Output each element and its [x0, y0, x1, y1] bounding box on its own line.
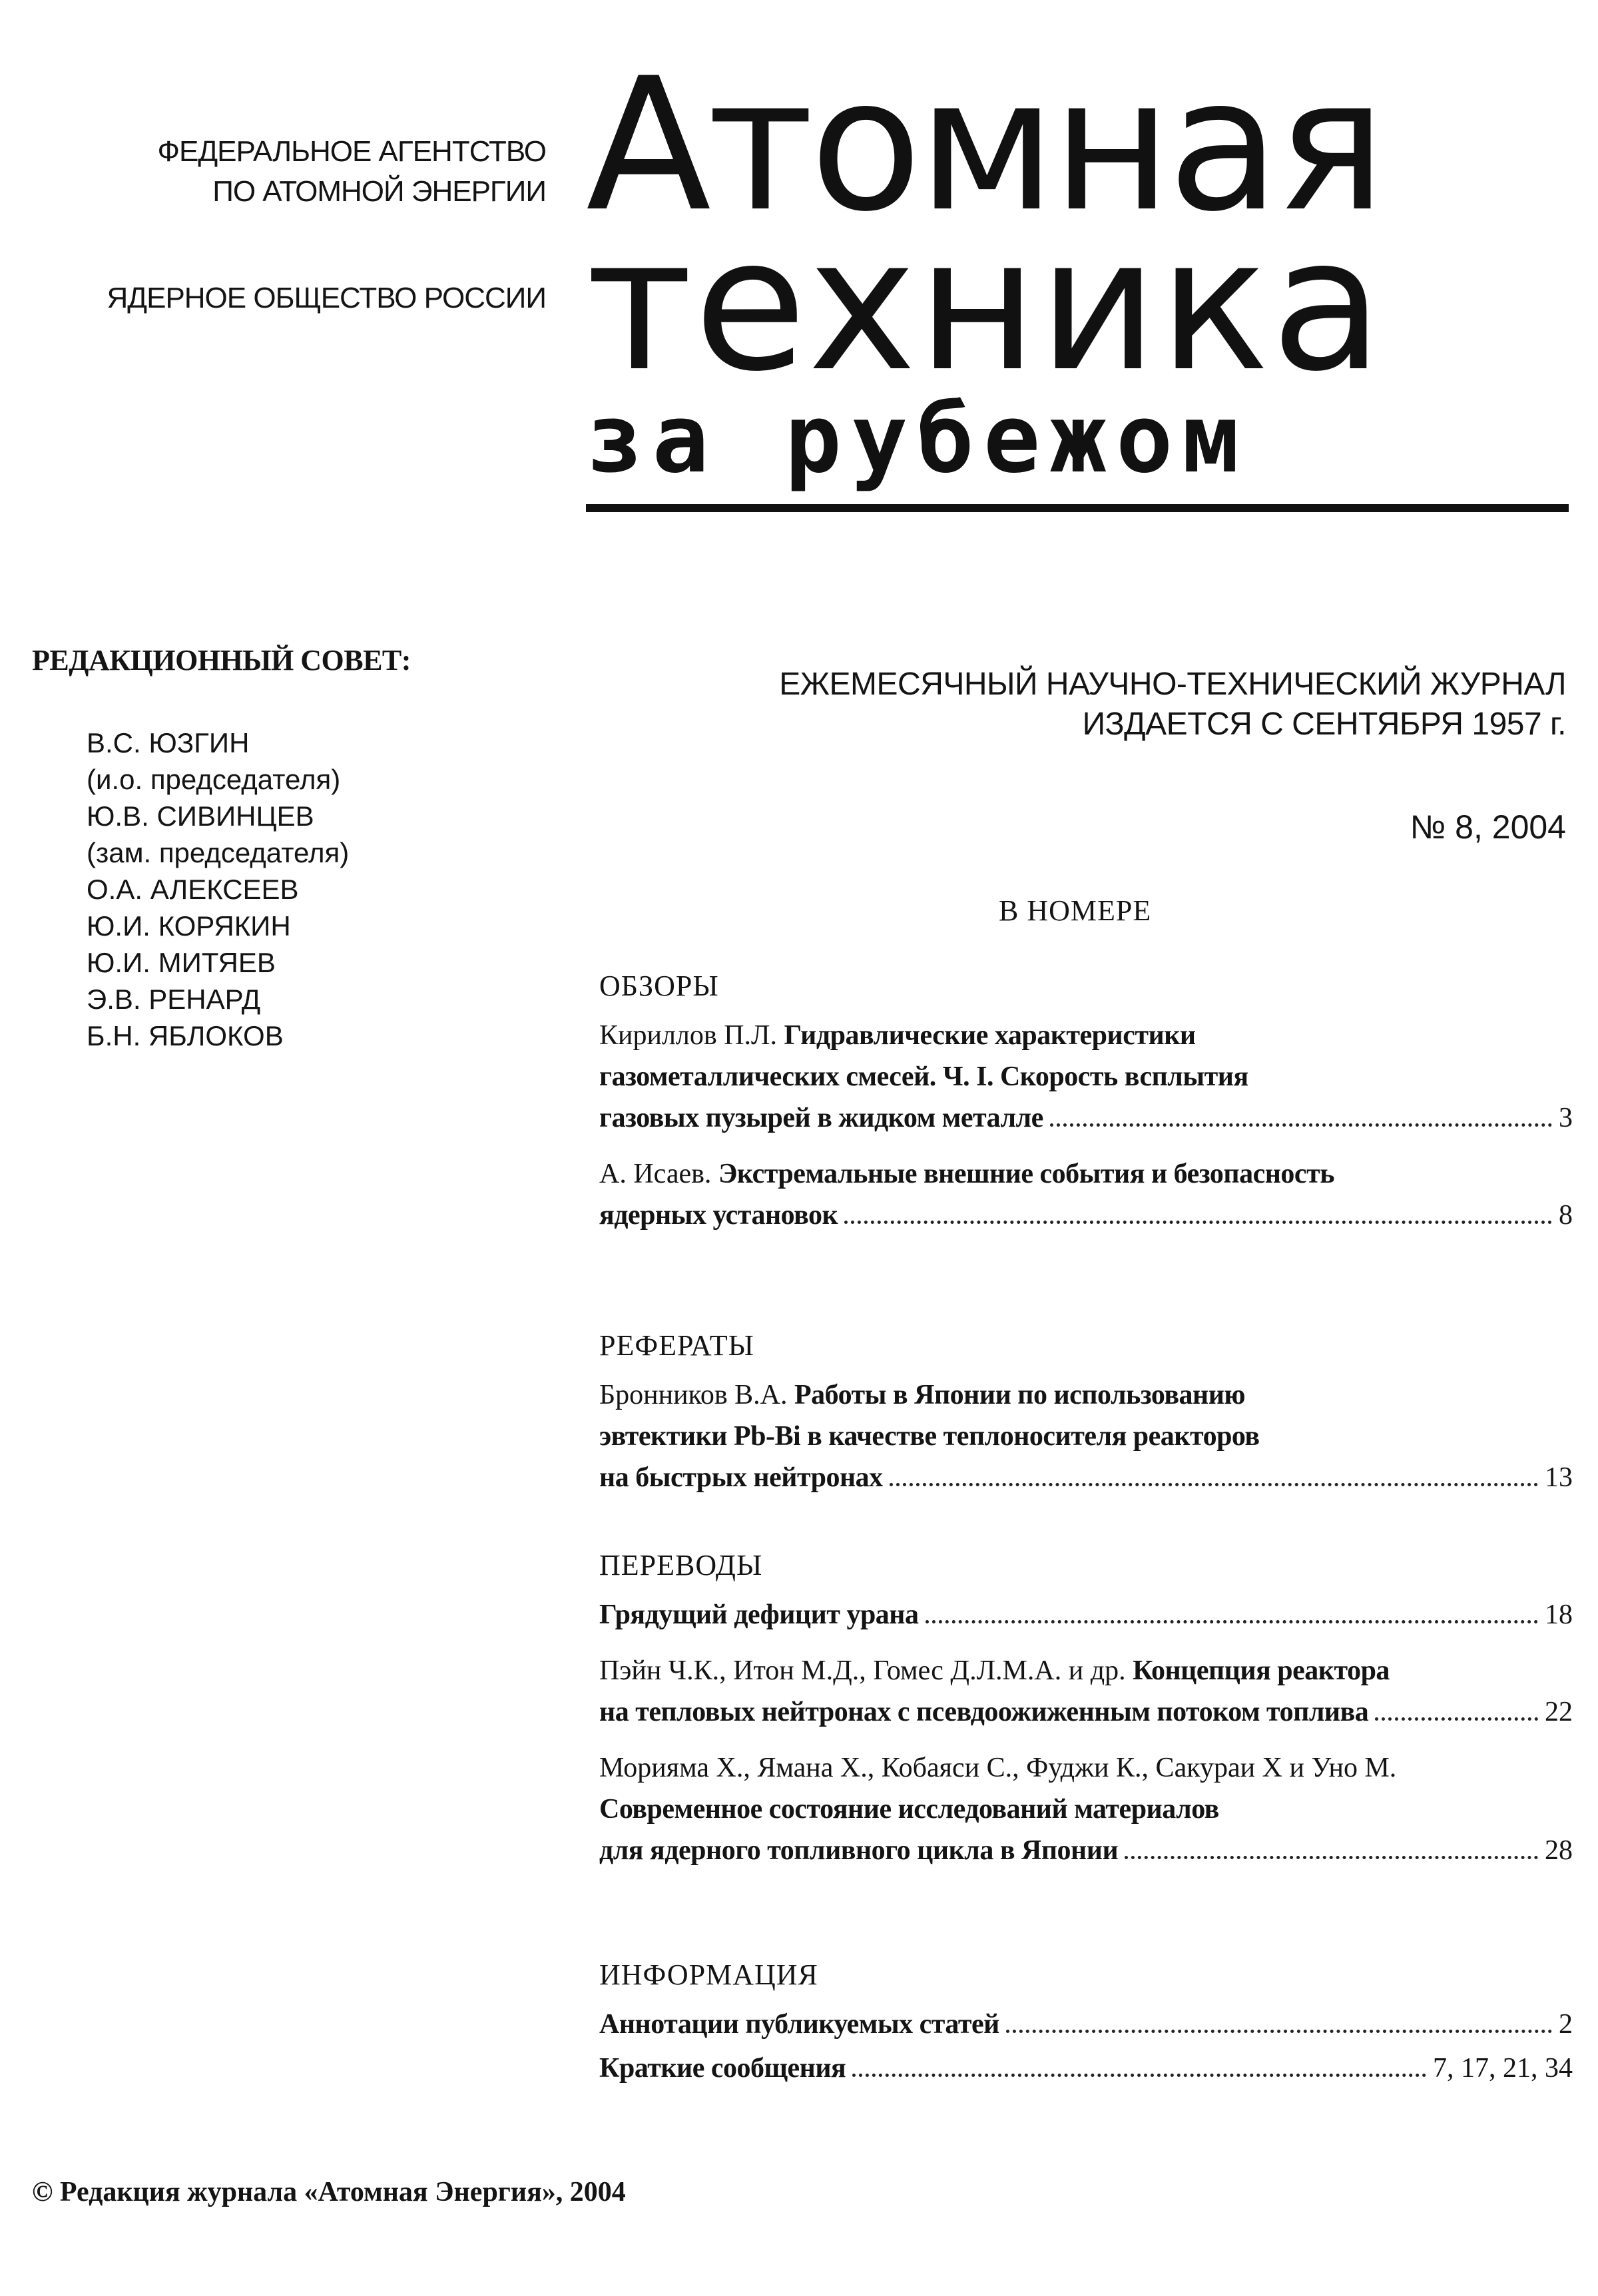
- dot-leader: [1050, 1123, 1552, 1127]
- toc-entry[interactable]: [599, 1015, 1573, 1139]
- dot-leader: [852, 2074, 1426, 2077]
- page-number: 8: [1559, 1200, 1573, 1231]
- entry-title-cont: на тепловых нейтронах с псевдоожиженным потоком топлива: [599, 1697, 1369, 1727]
- section-heading: ПЕРЕВОДЫ: [599, 1549, 763, 1581]
- board-member: Э.В. РЕНАРД: [87, 984, 261, 1015]
- board-member: (зам. председателя): [87, 837, 350, 868]
- toc-section-translations: [599, 1545, 1573, 1871]
- board-members: [87, 724, 349, 1054]
- entry-title: Гидравлические характеристики: [784, 1020, 1196, 1051]
- dot-leader: [926, 1620, 1538, 1623]
- board-member: О.А. АЛЕКСЕЕВ: [87, 874, 299, 905]
- masthead-line2: техника: [586, 198, 1385, 412]
- publisher-society: ЯДЕРНОЕ ОБЩЕСТВО РОССИИ: [107, 282, 546, 314]
- entry-title: Аннотации публикуемых статей: [599, 2009, 999, 2040]
- toc-section-reviews: [599, 966, 1573, 1236]
- toc-entry[interactable]: [599, 1594, 1573, 1635]
- board-member: В.С. ЮЗГИН: [87, 727, 250, 758]
- page-number: 22: [1545, 1697, 1573, 1727]
- section-heading: ОБЗОРЫ: [599, 970, 719, 1002]
- entry-title-cont: ядерных установок: [599, 1200, 838, 1231]
- copyright: © Редакция журнала «Атомная Энергия», 2004: [32, 2177, 626, 2207]
- toc-entry[interactable]: [599, 1650, 1573, 1733]
- page-number: 13: [1545, 1462, 1573, 1493]
- toc-entry[interactable]: [599, 1153, 1573, 1236]
- entry-author: Пэйн Ч.К., Итон М.Д., Гомес Д.Л.М.А. и др.: [599, 1655, 1126, 1686]
- toc-entry[interactable]: [599, 2048, 1573, 2089]
- entry-title-cont: на быстрых нейтронах: [599, 1462, 883, 1493]
- entry-title: Экстремальные внешние события и безопасность: [718, 1159, 1334, 1189]
- entry-title-cont: газовых пузырей в жидком металле: [599, 1103, 1043, 1133]
- entry-title: Грядущий дефицит урана: [599, 1599, 919, 1630]
- entry-title-cont: для ядерного топливного цикла в Японии: [599, 1835, 1119, 1866]
- masthead-line3: за рубежом: [586, 384, 1248, 494]
- entry-author: Бронников В.А.: [599, 1380, 788, 1410]
- board-member: Ю.И. КОРЯКИН: [87, 910, 291, 942]
- board-member: Б.Н. ЯБЛОКОВ: [87, 1020, 284, 1051]
- in-issue-heading: В НОМЕРЕ: [999, 894, 1152, 927]
- dot-leader: [844, 1221, 1552, 1224]
- entry-title: Концепция реактора: [1133, 1655, 1390, 1686]
- toc-entry[interactable]: [599, 1747, 1573, 1871]
- board-member: Ю.И. МИТЯЕВ: [87, 947, 276, 978]
- page-number: 3: [1559, 1103, 1573, 1133]
- section-heading: ИНФОРМАЦИЯ: [599, 1958, 818, 1991]
- board-member: (и.о. председателя): [87, 764, 341, 795]
- dot-leader: [890, 1483, 1538, 1486]
- entry-title: Работы в Японии по использованию: [794, 1380, 1245, 1410]
- entry-author: Кириллов П.Л.: [599, 1020, 778, 1051]
- entry-author: А. Исаев.: [599, 1159, 712, 1189]
- journal-description: [779, 665, 1566, 744]
- dot-leader: [1125, 1856, 1538, 1859]
- entry-title: Современное состояние исследований материалов: [599, 1794, 1219, 1825]
- dot-leader: [1006, 2030, 1552, 2033]
- board-member: Ю.В. СИВИНЦЕВ: [87, 800, 314, 832]
- publisher-agency: [158, 132, 546, 212]
- issue-number: № 8, 2004: [1410, 808, 1566, 846]
- entry-title: Краткие сообщения: [599, 2053, 846, 2084]
- toc-entry[interactable]: [599, 1374, 1573, 1498]
- toc-section-information: [599, 1954, 1573, 2089]
- entry-author: Морияма Х., Ямана Х., Кобаяси С., Фуджи К., Сакураи Х и Уно М.: [599, 1753, 1397, 1783]
- section-heading: РЕФЕРАТЫ: [599, 1329, 754, 1362]
- entry-title-cont: эвтектики Pb-Bi в качестве теплоносителя реакторов: [599, 1421, 1260, 1452]
- journal-line1: ЕЖЕМЕСЯЧНЫЙ НАУЧНО-ТЕХНИЧЕСКИЙ ЖУРНАЛ: [779, 667, 1566, 702]
- masthead-rule: [586, 504, 1569, 512]
- journal-line2: ИЗДАЕТСЯ С СЕНТЯБРЯ 1957 г.: [1082, 707, 1566, 742]
- masthead-line1: Атомная: [586, 39, 1382, 252]
- entry-title-cont: газометаллических смесей. Ч. I. Скорость всплытия: [599, 1061, 1248, 1092]
- publisher-agency-line1: ФЕДЕРАЛЬНОЕ АГЕНТСТВО: [157, 135, 546, 168]
- page-number: 7, 17, 21, 34: [1433, 2053, 1573, 2084]
- dot-leader: [1375, 1717, 1538, 1721]
- page-number: 2: [1559, 2009, 1573, 2040]
- publisher-agency-line2: ПО АТОМНОЙ ЭНЕРГИИ: [212, 175, 546, 208]
- toc-section-abstracts: [599, 1325, 1573, 1498]
- board-title: РЕДАКЦИОННЫЙ СОВЕТ:: [32, 644, 411, 677]
- page-number: 18: [1545, 1599, 1573, 1630]
- page-number: 28: [1545, 1835, 1573, 1866]
- toc-entry[interactable]: [599, 2004, 1573, 2045]
